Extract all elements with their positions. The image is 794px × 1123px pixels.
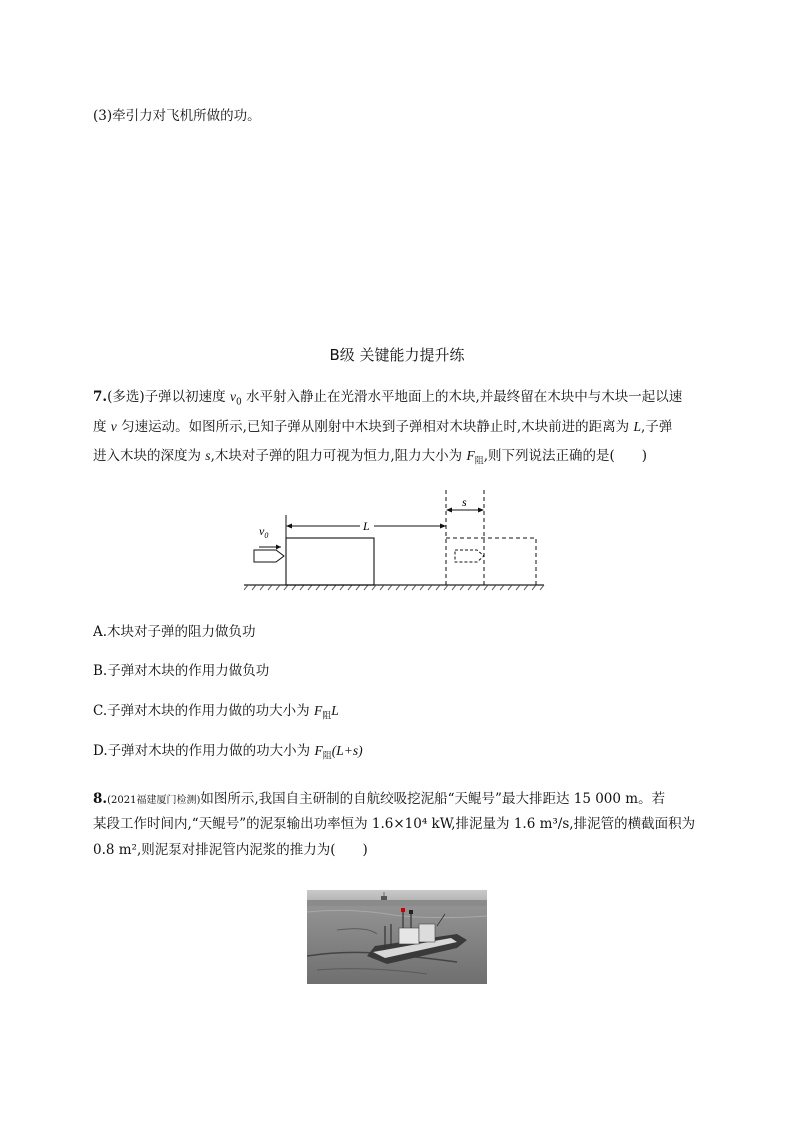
dredger-ship-photo: [307, 890, 487, 984]
q7-line3: [93, 444, 647, 467]
diagram-svg: [244, 488, 554, 596]
bullet-shape: [254, 550, 284, 562]
q7-F-symbol: F: [466, 448, 475, 463]
q7-line2: [93, 415, 672, 435]
L-arrow-right: [440, 524, 446, 529]
q7-option-A: [93, 620, 256, 640]
q7-number: 7.: [93, 389, 108, 405]
q7-s-symbol: s: [205, 448, 211, 463]
v0-label: $v_0$: [259, 524, 269, 540]
L-arrow-left: [286, 524, 292, 529]
option-D-F: F: [314, 743, 323, 758]
s-label: s: [462, 495, 467, 509]
q7-text: 进入木块的深度为: [93, 448, 206, 464]
q6-part3: [93, 104, 261, 124]
q7-text: 匀速运动。如图所示,已知子弹从刚射中木块到子弹相对木块静止时,木块前进的距离为: [116, 419, 634, 435]
block-initial: [286, 538, 374, 585]
q8-text: 某段工作时间内,“天鲲号”的泥泵输出功率恒为 1.6×10⁴ kW,排泥量为 1.6 m³/s,排泥管的横截面积为: [93, 816, 696, 832]
q7-option-B: [93, 659, 269, 679]
q8-line1: [93, 787, 665, 807]
L-label: L: [363, 519, 370, 533]
q7-tag: (多选): [107, 389, 145, 405]
q7-text: 水平射入静止在光滑水平地面上的木块,并最终留在木块中与木块一起以速: [241, 389, 683, 405]
q7-text: ,子弹: [640, 419, 673, 435]
v0-arrowhead: [276, 545, 281, 550]
q7-F-sub: 阻: [474, 456, 484, 467]
q7-text: 度: [93, 419, 111, 435]
q7-v0-symbol: v: [229, 389, 236, 404]
q8-text: 0.8 m²,则泥泵对排泥管内泥浆的推力为( ): [93, 842, 368, 858]
q7-v0-sub: 0: [235, 397, 242, 408]
option-D-paren: (L+s): [331, 743, 363, 758]
bullet-embedded-dashed: [455, 550, 484, 562]
option-D-text: D.子弹对木块的作用力做的功大小为: [93, 743, 315, 759]
q8-text: 如图所示,我国自主研制的自航绞吸挖泥船“天鲲号”最大排距达 15 000 m。若: [200, 791, 666, 807]
q7-v-symbol: v: [110, 419, 117, 434]
s-arrow-left: [446, 508, 452, 513]
option-C-L: L: [331, 703, 339, 718]
q8-line3: [93, 838, 368, 858]
q7-text: ,则下列说法正确的是( ): [483, 448, 648, 464]
q8-source: (2021福建厦门检测): [107, 795, 201, 806]
q7-line1: [93, 385, 682, 408]
option-B-text: B.子弹对木块的作用力做负功: [93, 663, 270, 679]
q8-number: 8.: [93, 791, 108, 807]
q6-part3-text: (3)牵引力对飞机所做的功。: [93, 108, 261, 124]
option-A-text: A.木块对子弹的阻力做负功: [93, 624, 256, 640]
q7-option-D: [93, 739, 363, 762]
option-C-F: F: [313, 703, 323, 718]
option-C-sub: 阻: [322, 711, 332, 722]
option-C-text: C.子弹对木块的作用力做的功大小为: [93, 703, 314, 719]
bullet-block-diagram: [244, 488, 554, 600]
q8-line2: [93, 812, 695, 832]
s-arrow-right: [478, 508, 484, 513]
q7-text: 子弹以初速度: [144, 389, 230, 405]
ground-hatching: [244, 585, 544, 590]
q7-L-symbol: L: [633, 419, 641, 434]
photo-svg: [307, 890, 487, 984]
option-D-sub: 阻: [322, 751, 332, 762]
q7-option-C: [93, 699, 339, 722]
q7-text: ,木块对子弹的阻力可视为恒力,阻力大小为: [210, 448, 467, 464]
section-heading: B级 关键能力提升练: [329, 346, 465, 364]
